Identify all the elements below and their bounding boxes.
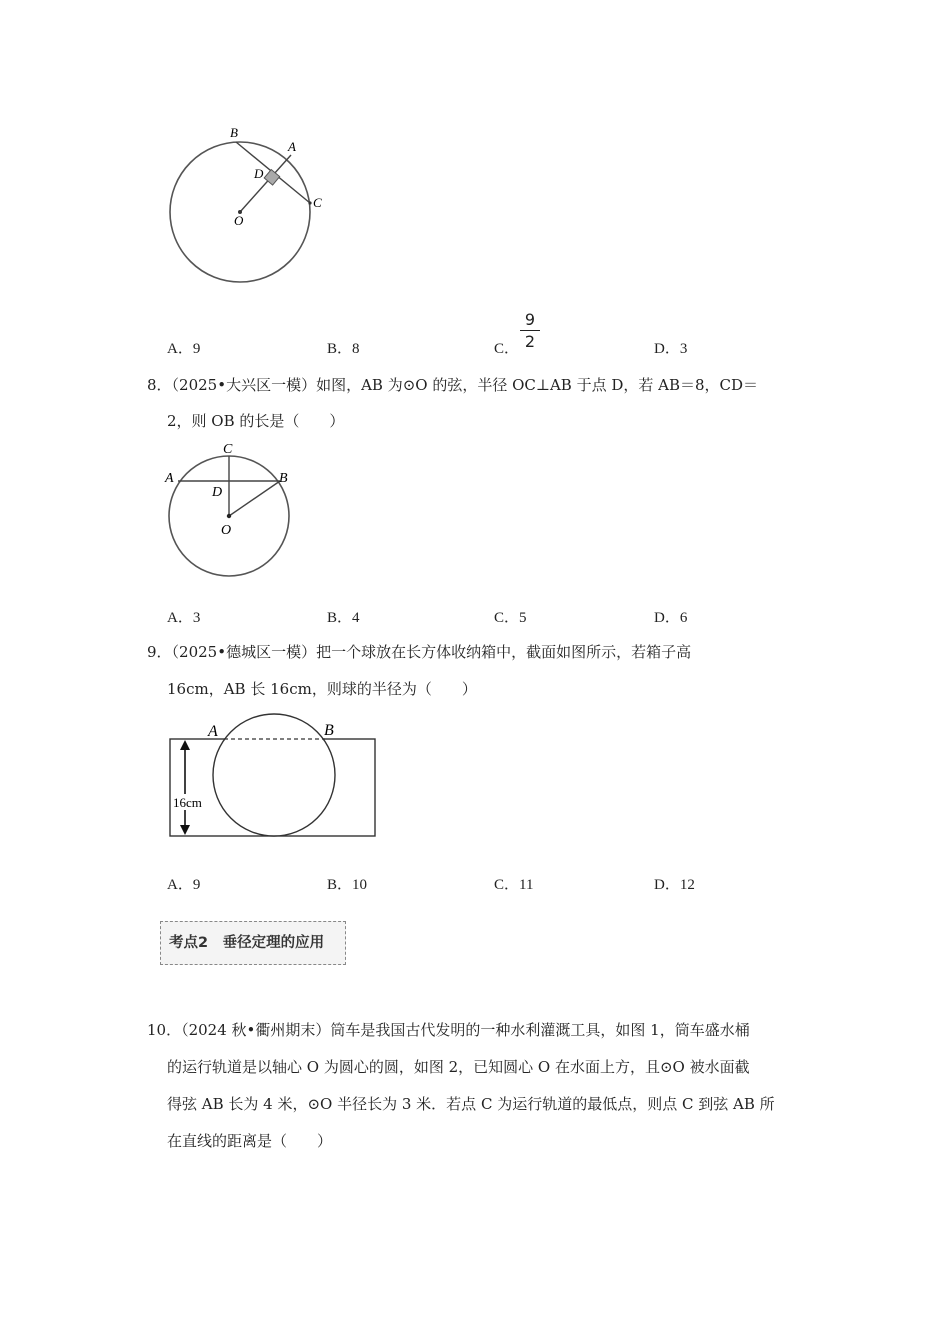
- q7-label-a: A: [288, 139, 296, 154]
- q8-point-o: [227, 514, 231, 518]
- q8-label-d: D: [212, 485, 223, 500]
- q7-label-c: C: [313, 195, 322, 210]
- q7-option-d[interactable]: D．3: [654, 341, 688, 357]
- q8-option-a[interactable]: A．3: [167, 610, 201, 626]
- q9-arrow-head-top: [180, 740, 190, 750]
- q8-option-b[interactable]: B．4: [327, 610, 360, 626]
- q9-label-a: A: [208, 723, 218, 740]
- q8-label-c: C: [223, 442, 233, 457]
- q7-point-c: [308, 201, 311, 204]
- q8-label-a: A: [165, 471, 174, 486]
- q10-text-line2: 的运行轨道是以轴心 O 为圆心的圆，如图 2，已知圆心 O 在水面上方，且⊙O 被水面截: [167, 1058, 750, 1076]
- q9-label-b: B: [324, 722, 334, 739]
- q9-option-d[interactable]: D．12: [654, 877, 695, 893]
- q9-option-b[interactable]: B．10: [327, 877, 368, 893]
- section-badge: 考点2 垂径定理的应用: [160, 921, 346, 965]
- q7-option-a[interactable]: A．9: [167, 341, 201, 357]
- q9-figure: [160, 706, 385, 842]
- q9-option-a[interactable]: A．9: [167, 877, 201, 893]
- q10-text-line3: 得弦 AB 长为 4 米，⊙O 半径长为 3 米．若点 C 为运行轨道的最低点，则点 C 到弦 AB 所: [167, 1095, 775, 1113]
- q8-text-line2: 2，则 OB 的长是（ ）: [167, 412, 345, 430]
- q9-text-line1: 9．（2025•德城区一模）把一个球放在长方体收纳箱中，截面如图所示，若箱子高: [147, 643, 692, 661]
- q7-radius-oa: [240, 155, 291, 212]
- q8-option-d[interactable]: D．6: [654, 610, 688, 626]
- q8-label-b: B: [279, 471, 288, 486]
- q7-option-c-prefix: C．: [494, 341, 520, 357]
- q7-label-d: D: [254, 166, 264, 181]
- q7-option-c[interactable]: [494, 337, 519, 358]
- q10-text-line1: 10．（2024 秋•衢州期末）筒车是我国古代发明的一种水利灌溉工具，如图 1，筒车盛水桶: [147, 1021, 750, 1039]
- q8-figure: [160, 438, 310, 583]
- q7-option-c-denominator: 2: [524, 332, 536, 351]
- q7-option-b[interactable]: B．8: [327, 341, 360, 357]
- q9-option-c[interactable]: C．11: [494, 877, 534, 893]
- q8-option-c[interactable]: C．5: [494, 610, 527, 626]
- q9-text-line2: 16cm，AB 长 16cm，则球的半径为（ ）: [167, 680, 477, 698]
- q9-arrow-head-bottom: [180, 825, 190, 835]
- q9-height-label: 16cm: [173, 795, 202, 810]
- q8-label-o: O: [221, 523, 232, 538]
- q9-ball: [213, 714, 335, 836]
- q7-option-c-numerator: 9: [524, 310, 536, 329]
- q7-label-o: O: [234, 213, 244, 228]
- q7-figure: [160, 120, 340, 290]
- q8-radius-ob: [229, 481, 280, 516]
- q7-option-c-fraction: [520, 310, 540, 351]
- q7-label-b: B: [230, 125, 238, 140]
- q10-text-line4: 在直线的距离是（ ）: [167, 1132, 333, 1150]
- q8-text-line1: 8．（2025•大兴区一模）如图，AB 为⊙O 的弦，半径 OC⊥AB 于点 D，若 AB＝8，CD＝: [147, 376, 759, 394]
